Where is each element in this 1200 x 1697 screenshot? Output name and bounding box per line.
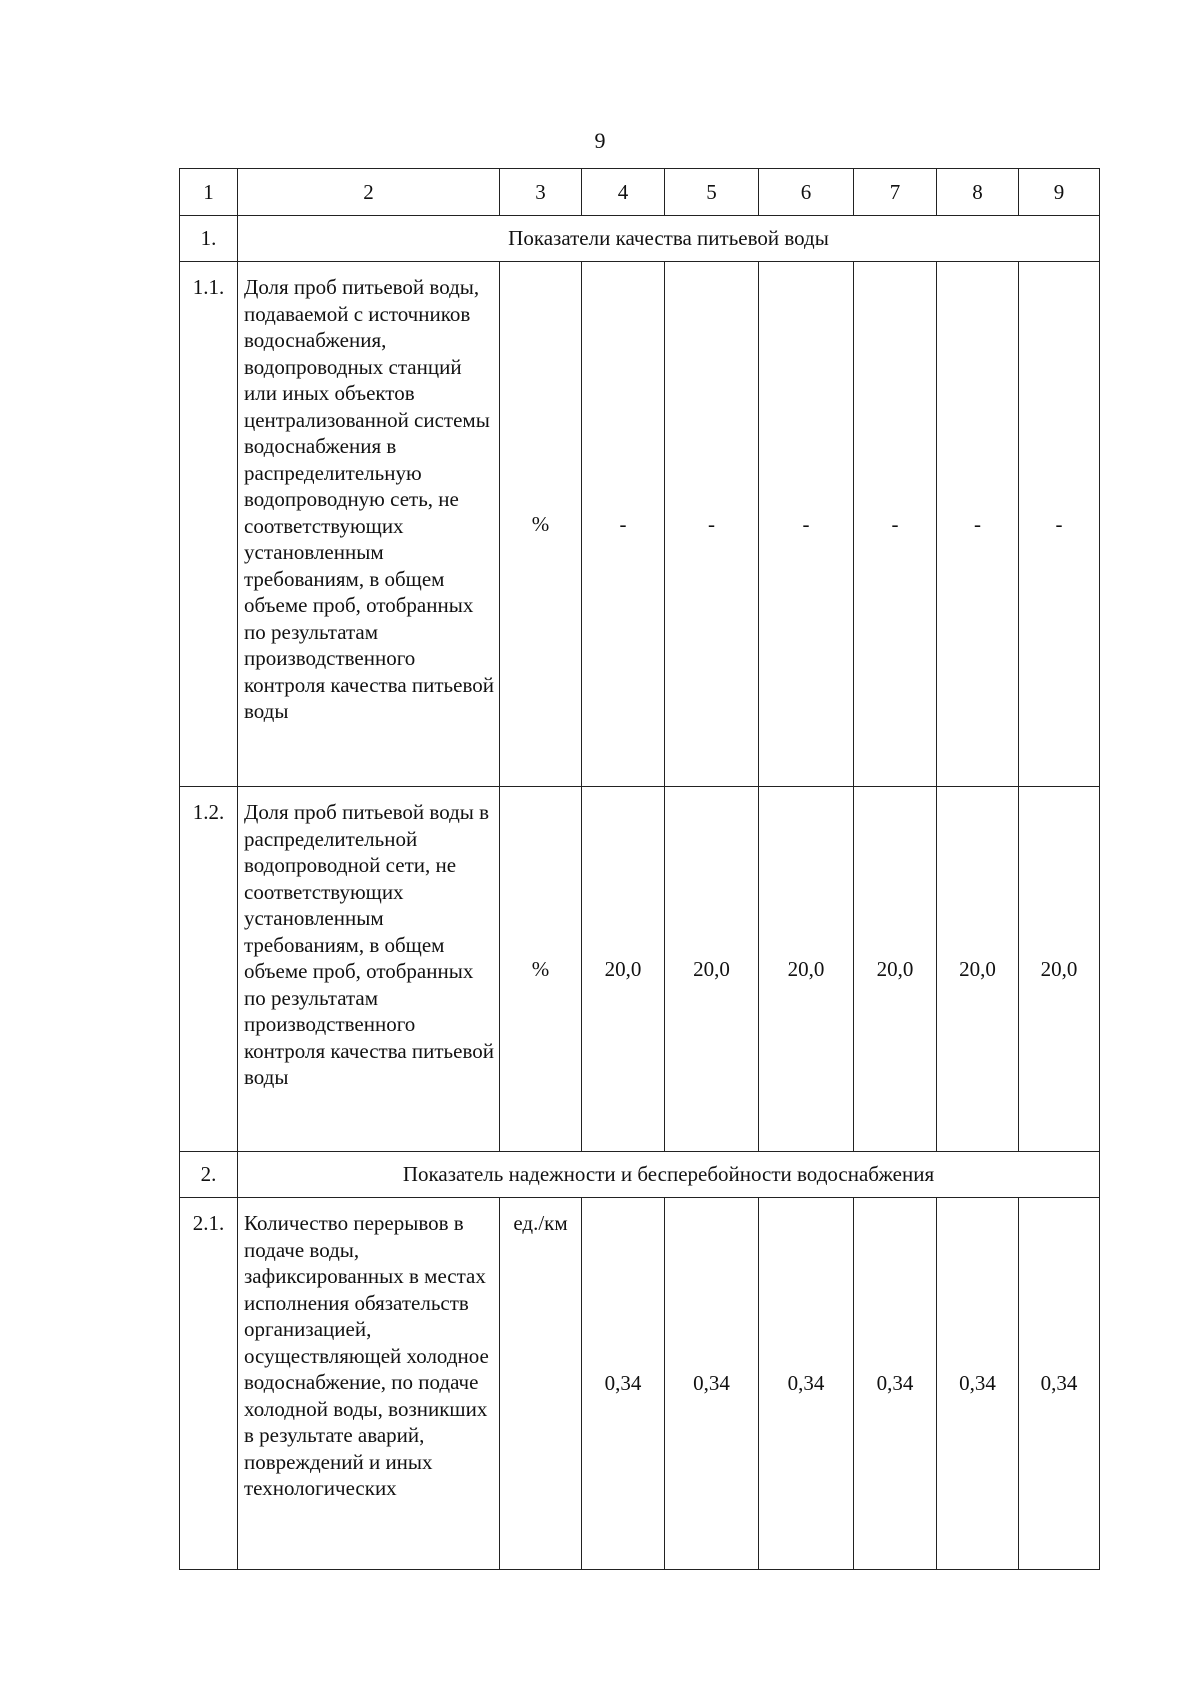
row-value: - (937, 262, 1019, 787)
section-row (180, 216, 1100, 262)
row-value: 0,34 (582, 1198, 665, 1570)
row-unit: % (500, 787, 582, 1152)
row-value: 20,0 (759, 787, 854, 1152)
header-cell: 9 (1019, 169, 1100, 216)
section-row (180, 1152, 1100, 1198)
row-value: - (759, 262, 854, 787)
header-cell: 8 (937, 169, 1019, 216)
row-value: 20,0 (854, 787, 937, 1152)
table-row (180, 262, 1100, 787)
section-title: Показатели качества питьевой воды (238, 216, 1100, 262)
row-description: Доля проб питьевой воды, подаваемой с источников водоснабжения, водопроводных станций или иных объектов централизованной системы водоснабжения в распределительную водопроводную сеть, не соответствующих установленным требованиям, в общем объеме проб, отобранных по результатам производственного контроля качества питьевой воды (238, 262, 500, 787)
row-value: - (665, 262, 759, 787)
row-value: 0,34 (665, 1198, 759, 1570)
row-unit: ед./км (500, 1198, 582, 1570)
section-number: 1. (180, 216, 238, 262)
section-number: 2. (180, 1152, 238, 1198)
header-cell: 2 (238, 169, 500, 216)
table-row (180, 1198, 1100, 1570)
header-cell: 4 (582, 169, 665, 216)
row-number: 2.1. (180, 1198, 238, 1570)
row-unit: % (500, 262, 582, 787)
row-value: 20,0 (1019, 787, 1100, 1152)
row-value: - (1019, 262, 1100, 787)
header-cell: 3 (500, 169, 582, 216)
indicators-table (179, 168, 1100, 1570)
header-cell: 5 (665, 169, 759, 216)
row-number: 1.1. (180, 262, 238, 787)
row-number: 1.2. (180, 787, 238, 1152)
header-cell: 7 (854, 169, 937, 216)
row-value: - (582, 262, 665, 787)
row-value: 0,34 (854, 1198, 937, 1570)
page-number: 9 (594, 128, 606, 153)
row-value: - (854, 262, 937, 787)
table-row (180, 787, 1100, 1152)
header-row (180, 169, 1100, 216)
row-value: 0,34 (759, 1198, 854, 1570)
section-title: Показатель надежности и бесперебойности водоснабжения (238, 1152, 1100, 1198)
row-value: 20,0 (665, 787, 759, 1152)
row-value: 0,34 (937, 1198, 1019, 1570)
row-description: Количество перерывов в подаче воды, зафиксированных в местах исполнения обязательств организацией, осуществляющей холодное водоснабжение, по подаче холодной воды, возникших в результате аварий, повреждений и иных технологических (238, 1198, 500, 1570)
row-value: 0,34 (1019, 1198, 1100, 1570)
row-value: 20,0 (937, 787, 1019, 1152)
row-description: Доля проб питьевой воды в распределительной водопроводной сети, не соответствующих установленным требованиям, в общем объеме проб, отобранных по результатам производственного контроля качества питьевой воды (238, 787, 500, 1152)
row-value: 20,0 (582, 787, 665, 1152)
header-cell: 1 (180, 169, 238, 216)
header-cell: 6 (759, 169, 854, 216)
